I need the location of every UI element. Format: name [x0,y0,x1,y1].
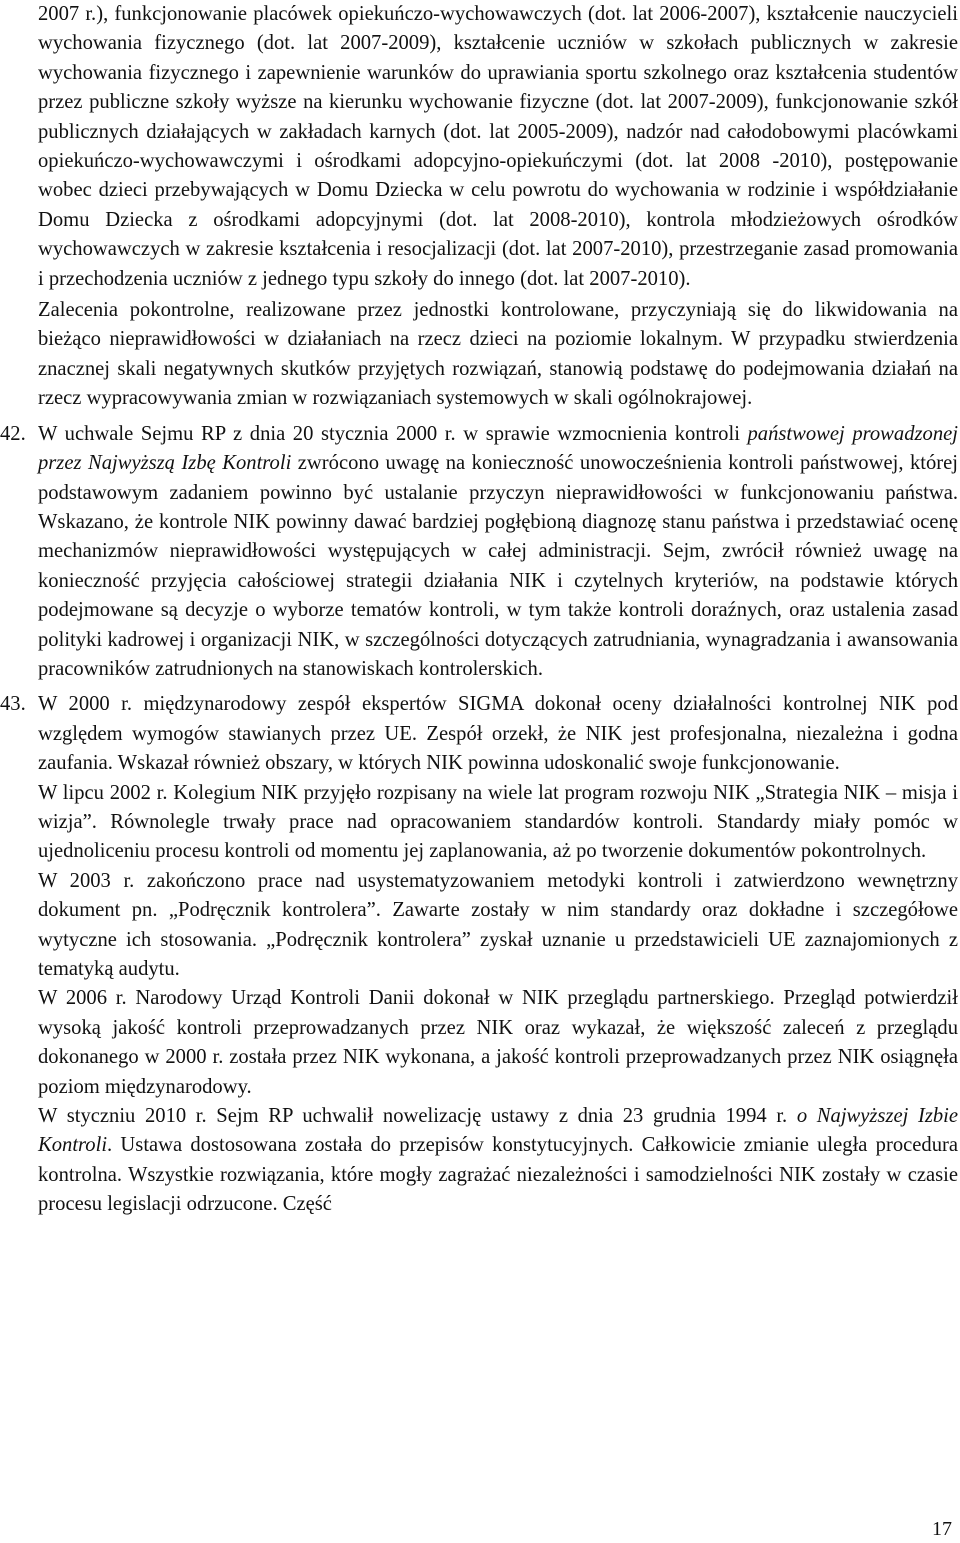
paragraph-zalecenia [38,294,958,414]
paragraph-2006-text: W 2006 r. Narodowy Urząd Kontroli Danii dokonał w NIK przeglądu partnerskiego. Przegląd potwierdził wysoką jakość kontroli przeprowadzanych przez NIK oraz wykazał, że większość zaleceń z przeglądu dokonanego w 2000 r. została przez NIK wykonana, a jakość kontroli przeprowadzanych przez NIK osiągnęła poziom międzynarodowy. [38,987,958,1098]
paragraph-2006 [38,984,958,1102]
paragraph-number-43: 43. [0,693,26,716]
paragraph-intro [38,0,958,294]
paragraph-42-body [38,420,958,685]
numbered-paragraph-43 [0,690,958,1219]
paragraph-43-text: W 2000 r. międzynarodowy zespół ekspertów SIGMA dokonał oceny działalności kontrolnej NIK pod względem wymogów stawianych przez UE. Zespół orzekł, że NIK jest profesjonalna, niezależna i godna zaufania. Wskazał również obszary, w których NIK powinna udoskonalić swoje funkcjonowanie. [38,693,958,775]
paragraph-42-text-a: W uchwale Sejmu RP z dnia 20 stycznia 2000 r. w sprawie wzmocnienia kontroli [38,422,748,445]
paragraph-42-text-b: zwrócono uwagę na konieczność unowocześnienia kontroli państwowej, której podstawowym zadaniem powinno być ustalanie przyczyn nieprawidłowości w funkcjonowaniu państwa. Wskazano, że kontrole NIK powinny dawać bardziej pogłębioną diagnozę stanu państwa i przedstawiać ocenę mechanizmów nieprawidłowości występujących w całej administracji. Sejm, zwrócił również uwagę na konieczność przyjęcia całościowej strategii działania NIK i czytelnych kryteriów, na podstawie których podejmowane są decyzje o wyborze tematów kontroli, w tym także kontroli doraźnych, oraz ustalenia zasad polityki kadrowej i organizacji NIK, w szczególności dotyczących zatrudniania, wynagradzania i awansowania pracowników zatrudnionych na stanowiskach kontrolerskich. [38,452,959,680]
paragraph-2010-text-b: . Ustawa dostosowana została do przepisów konstytucyjnych. Całkowicie zmianie uległa procedura kontrolna. Wszystkie rozwiązania, które mogły zagrażać niezależności i samodzielności NIK zostały w czasie procesu legislacji odrzucone. Część [38,1134,958,1216]
paragraph-2002-text: W lipcu 2002 r. Kolegium NIK przyjęło rozpisany na wiele lat program rozwoju NIK „Strategia NIK – misja i wizja”. Równolegle trwały prace nad opracowaniem standardów kontroli. Standardy miały pomóc w ujednoliceniu procesu kontroli od momentu jej zaplanowania, aż po tworzenie dokumentów pokontrolnych. [38,781,958,863]
paragraph-2010-text-a: W styczniu 2010 r. Sejm RP uchwalił nowelizację ustawy z dnia 23 grudnia 1994 r. [38,1105,797,1128]
paragraph-42-italic: państwowej prowadzonej przez Najwyższą Izbę Kontroli [38,422,958,475]
paragraph-2003 [38,867,958,985]
page-number: 17 [932,1518,952,1540]
paragraph-number-42: 42. [0,422,26,445]
paragraph-2002 [38,779,958,867]
paragraph-2003-text: W 2003 r. zakończono prace nad usystematyzowaniem metodyki kontroli i zatwierdzono wewnętrzny dokument pn. „Podręcznik kontrolera”. Zawarte zostały w nim standardy oraz dokładne i szczegółowe wytyczne ich stosowania. „Podręcznik kontrolera” zyskał uznanie u przedstawicieli UE zaznajomionych z tematyką audytu. [38,869,958,980]
paragraph-43-body [38,690,958,778]
numbered-paragraph-42 [0,420,959,685]
paragraph-2010-italic: o Najwyższej Izbie Kontroli [38,1105,958,1157]
paragraph-2010 [38,1102,958,1220]
paragraph-zalecenia-text: Zalecenia pokontrolne, realizowane przez jednostki kontrolowane, przyczyniają się do likwidowania na bieżąco nieprawidłowości w działaniach na rzecz dzieci na poziomie lokalnym. W przypadku stwierdzenia znacznej skali negatywnych skutków przyjętych rozwiązań, stanowią podstawę do podejmowania działań na rzecz wypracowywania zmian w rozwiązaniach systemowych w skali ogólnokrajowej. [38,299,958,410]
paragraph-intro-text: 2007 r.), funkcjonowanie placówek opiekuńczo-wychowawczych (dot. lat 2006-2007), kształcenie nauczycieli wychowania fizycznego (dot. lat 2007-2009), kształcenie uczniów w szkołach publicznych w zakresie wychowania fizycznego i zapewnienie warunków do uprawiania sportu szkolnego oraz kształcenia studentów przez publiczne szkoły wyższe na kierunku wychowanie fizyczne (dot. lat 2007-2009), funkcjonowanie szkół publicznych działających w zakładach karnych (dot. lat 2005-2009), nadzór nad całodobowymi placówkami opiekuńczo-wychowawczymi i ośrodkami adopcyjno-opiekuńczymi (dot. lat 2008 -2010), postępowanie wobec dzieci przebywających w Domu Dziecka w celu powrotu do wychowania w rodzinie i współdziałanie Domu Dziecka z ośrodkami adopcyjnymi (dot. lat 2008-2010), kontrola młodzieżowych ośrodków wychowawczych w zakresie kształcenia i resocjalizacji (dot. lat 2007-2010), przestrzeganie zasad promowania i przechodzenia uczniów z jednego typu szkoły do innego (dot. lat 2007-2010). [38,3,958,290]
